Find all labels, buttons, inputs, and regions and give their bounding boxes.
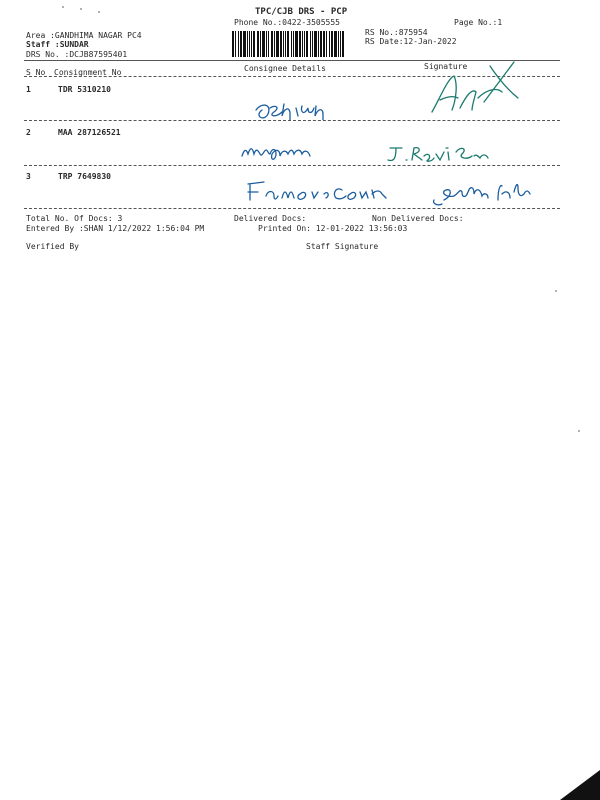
row-divider	[24, 120, 560, 121]
barcode-bar	[238, 31, 239, 57]
row-consignment-no: TRP 7649830	[58, 172, 111, 181]
signature-handwriting	[430, 180, 540, 208]
barcode-bar	[306, 31, 308, 57]
barcode-bar	[334, 31, 337, 57]
barcode-bar	[280, 31, 282, 57]
row-sno: 2	[26, 128, 31, 137]
barcode-bar	[295, 31, 298, 57]
row-sno: 1	[26, 85, 31, 94]
barcode-bar	[331, 31, 333, 57]
barcode-bar	[235, 31, 236, 57]
barcode-bar	[283, 31, 284, 57]
barcode-bar	[318, 31, 319, 57]
barcode-bar	[340, 31, 341, 57]
barcode-bar	[268, 31, 269, 57]
phone-number: Phone No.:0422-3505555	[234, 18, 340, 27]
area-field: Area :GANDHIMA NAGAR PC4	[26, 31, 142, 40]
signature-handwriting	[424, 58, 534, 118]
barcode-bar	[299, 31, 301, 57]
entered-by: Entered By :SHAN 1/12/2022 1:56:04 PM	[26, 224, 205, 233]
barcode-bar	[243, 31, 246, 57]
scan-speck	[80, 8, 82, 10]
barcode-bar	[285, 31, 286, 57]
page-number: Page No.:1	[454, 18, 503, 27]
barcode-bar	[251, 31, 252, 57]
barcode-bar	[271, 31, 273, 57]
printed-on: Printed On: 12-01-2022 13:56:03	[258, 224, 408, 233]
barcode-bar	[240, 31, 242, 57]
scan-speck	[62, 6, 64, 8]
total-docs: Total No. Of Docs: 3	[26, 214, 123, 223]
barcode-bar	[312, 31, 313, 57]
drs-number: DRS No. :DCJB87595401	[26, 50, 128, 59]
staff-field: Staff :SUNDAR	[26, 40, 89, 49]
scan-speck	[555, 290, 557, 292]
barcode-bar	[249, 31, 250, 57]
barcode-bar	[320, 31, 322, 57]
scan-corner-shadow	[560, 770, 600, 800]
barcode-bar	[276, 31, 279, 57]
barcode-bar	[262, 31, 265, 57]
row-divider	[24, 165, 560, 166]
document-title: TPC/CJB DRS - PCP	[255, 7, 348, 17]
verified-by: Verified By	[26, 242, 79, 251]
barcode-bar	[266, 31, 267, 57]
barcode-bar	[304, 31, 305, 57]
barcode-bar	[232, 31, 234, 57]
barcode-bar	[257, 31, 259, 57]
column-header-signature: Signature	[424, 62, 468, 71]
scan-speck	[98, 11, 100, 13]
barcode-bar	[338, 31, 339, 57]
delivered-docs: Delivered Docs:	[234, 214, 307, 223]
rs-date: RS Date:12-Jan-2022	[365, 37, 457, 46]
barcode-bar	[293, 31, 294, 57]
barcode-bar	[291, 31, 292, 57]
barcode-bar	[314, 31, 317, 57]
signature-handwriting	[384, 142, 494, 166]
barcode-bar	[253, 31, 255, 57]
barcode-bar	[310, 31, 311, 57]
scan-speck	[578, 430, 580, 432]
barcode-bar	[323, 31, 325, 57]
column-header-consignee: Consignee Details	[244, 64, 326, 73]
barcode-bar	[247, 31, 248, 57]
barcode-bar	[302, 31, 303, 57]
barcode-bar	[342, 31, 344, 57]
row-sno: 3	[26, 172, 31, 181]
barcode-bar	[326, 31, 327, 57]
rs-number: RS No.:875954	[365, 28, 428, 37]
row-consignment-no: TDR 5310210	[58, 85, 111, 94]
staff-signature: Staff Signature	[306, 242, 379, 251]
barcode-bar	[287, 31, 289, 57]
column-header-sno: S No	[26, 68, 46, 77]
column-header-consignment: Consignment No	[54, 68, 122, 77]
row-divider	[24, 208, 560, 209]
consignee-handwriting	[252, 96, 332, 120]
row-consignment-no: MAA 287126521	[58, 128, 121, 137]
barcode-bar	[274, 31, 275, 57]
non-delivered-docs: Non Delivered Docs:	[372, 214, 464, 223]
barcode-bar	[260, 31, 261, 57]
barcode-bar	[329, 31, 330, 57]
barcode	[232, 31, 360, 57]
consignee-handwriting	[244, 180, 394, 204]
consignee-handwriting	[240, 140, 340, 162]
